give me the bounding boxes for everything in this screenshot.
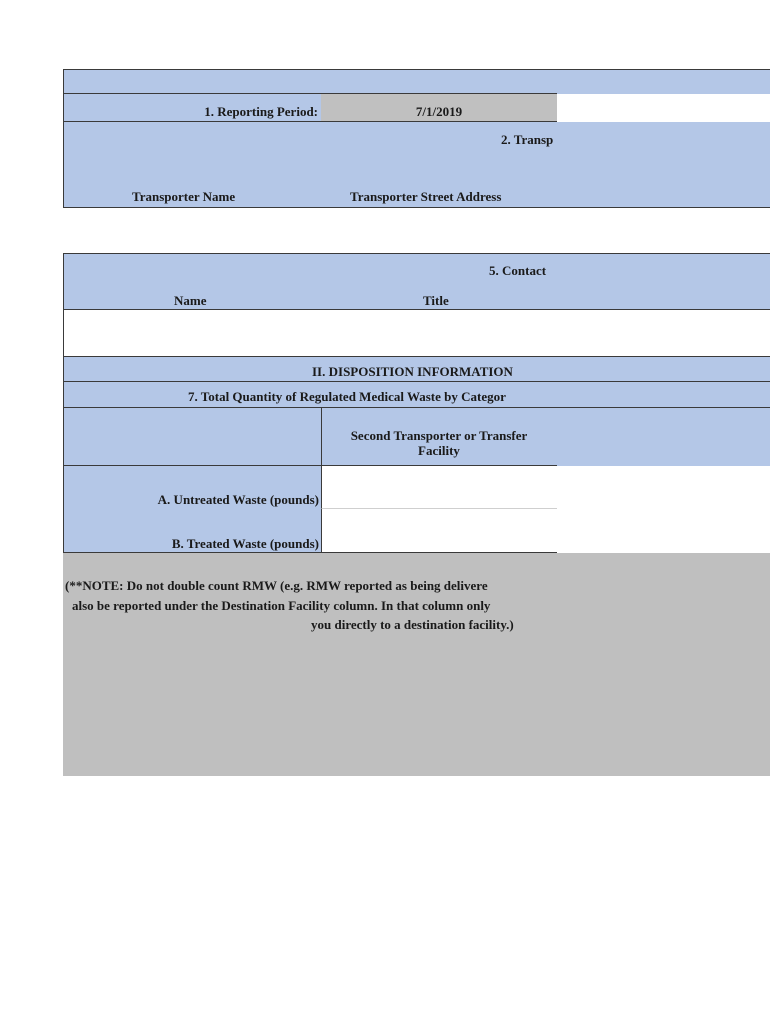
note-line-2: also be reported under the Destination Facility column. In that column only: [72, 598, 491, 613]
note-text-clip: [63, 553, 557, 776]
reporting-period-value: 7/1/2019: [415, 104, 463, 119]
second-transporter-header-line1: Second Transporter or Transfer: [350, 428, 528, 443]
top-band: [63, 69, 770, 94]
treated-waste-input[interactable]: [321, 509, 557, 553]
reporting-period-right-blank: [557, 94, 770, 121]
disposition-heading: II. DISPOSITION INFORMATION: [312, 364, 513, 379]
contact-name-column: Name: [174, 293, 207, 308]
quantity-label-header-cell: [63, 408, 321, 466]
note-line-1: (**NOTE: Do not double count RMW (e.g. RMW reported as being delivere: [65, 578, 488, 593]
disposition-heading-clip: [63, 356, 557, 382]
contact-heading-clip: [63, 253, 557, 310]
contact-entry-row[interactable]: [63, 310, 557, 357]
untreated-waste-label: A. Untreated Waste (pounds): [157, 492, 319, 507]
note-line-3: you directly to a destination facility.): [311, 617, 514, 632]
untreated-waste-input[interactable]: [321, 466, 557, 509]
contact-heading: 5. Contact: [489, 263, 547, 278]
contact-title-column: Title: [423, 293, 449, 308]
transporter-name-column: Transporter Name: [132, 189, 236, 204]
transporter-heading: 2. Transp: [501, 132, 554, 147]
treated-waste-label: B. Treated Waste (pounds): [171, 536, 319, 551]
column-header-right-extension: [557, 408, 770, 466]
total-quantity-clip: [63, 382, 557, 408]
total-quantity-label: 7. Total Quantity of Regulated Medical Waste by Categor: [188, 389, 506, 404]
transporter-address-column: Transporter Street Address: [350, 189, 502, 204]
transporter-heading-clip: [63, 122, 557, 208]
reporting-period-label: 1. Reporting Period:: [204, 104, 318, 119]
second-transporter-header-line2: Facility: [418, 443, 460, 458]
